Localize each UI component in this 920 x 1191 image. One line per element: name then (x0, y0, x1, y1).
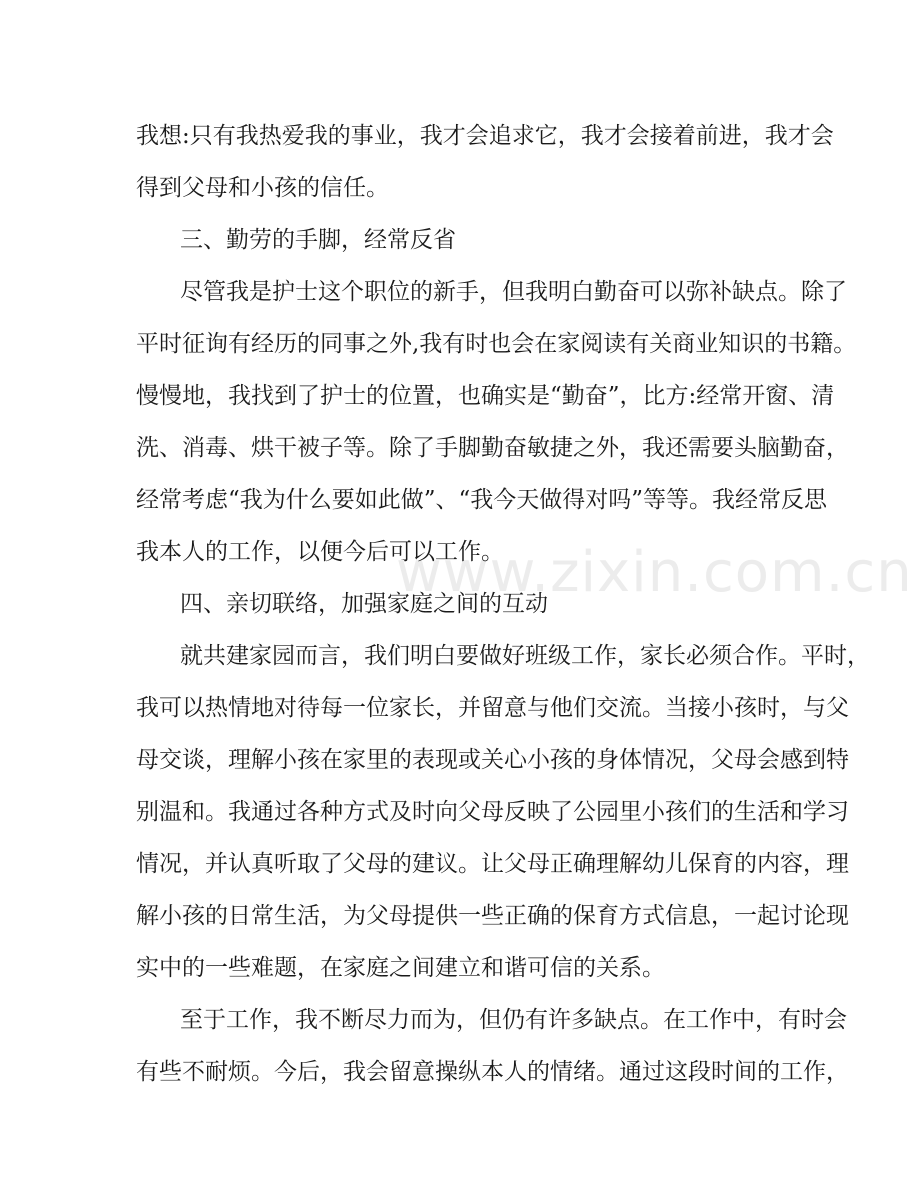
paragraph-line: 我可以热情地对待每一位家长，并留意与他们交流。当接小孩时，与父 (136, 695, 849, 721)
paragraph-line: 解小孩的日常生活，为父母提供一些正确的保育方式信息，一起讨论现 (136, 903, 849, 929)
paragraph-line: 至于工作，我不断尽力而为，但仍有许多缺点。在工作中，有时会 (180, 1007, 847, 1033)
paragraph-line: 我本人的工作，以便今后可以工作。 (136, 539, 504, 565)
paragraph-line: 慢慢地，我找到了护士的位置，也确实是“勤奋”，比方:经常开窗、清 (136, 383, 835, 409)
paragraph-line: 尽管我是护士这个职位的新手，但我明白勤奋可以弥补缺点。除了 (180, 279, 847, 305)
paragraph-line: 经常考虑“我为什么要如此做”、“我今天做得对吗”等等。我经常反思 (136, 487, 828, 513)
watermark-text: www.zixin.com.cn (396, 540, 913, 605)
section-heading: 三、勤劳的手脚，经常反省 (180, 227, 456, 253)
paragraph-line: 洗、消毒、烘干被子等。除了手脚勤奋敏捷之外，我还需要头脑勤奋， (136, 435, 849, 461)
paragraph-line: 有些不耐烦。今后，我会留意操纵本人的情绪。通过这段时间的工作， (136, 1059, 849, 1085)
paragraph-line: 平时征询有经历的同事之外,我有时也会在家阅读有关商业知识的书籍。 (136, 331, 857, 357)
paragraph-line: 我想:只有我热爱我的事业，我才会追求它，我才会接着前进，我才会 (136, 123, 834, 149)
section-heading: 四、亲切联络，加强家庭之间的互动 (180, 591, 548, 617)
paragraph-line: 就共建家园而言，我们明白要做好班级工作，家长必须合作。平时， (180, 643, 870, 669)
paragraph-line: 母交谈，理解小孩在家里的表现或关心小孩的身体情况，父母会感到特 (136, 747, 849, 773)
document-body (136, 110, 870, 1098)
paragraph-line: 得到父母和小孩的信任。 (136, 175, 389, 201)
paragraph-line: 别温和。我通过各种方式及时向父母反映了公园里小孩们的生活和学习 (136, 799, 849, 825)
paragraph-line: 实中的一些难题，在家庭之间建立和谐可信的关系。 (136, 955, 665, 981)
paragraph-line: 情况，并认真听取了父母的建议。让父母正确理解幼儿保育的内容，理 (136, 851, 849, 877)
